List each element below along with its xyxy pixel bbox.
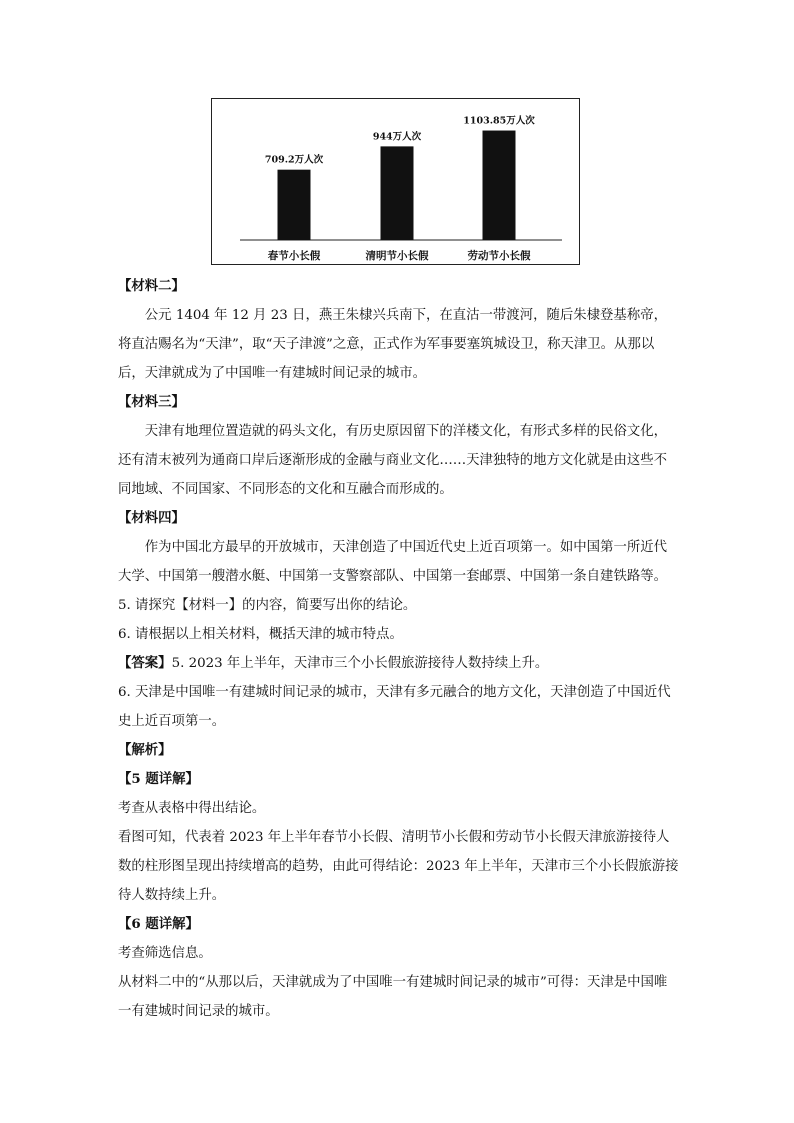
category-label-1: 清明节小长假: [365, 250, 429, 262]
category-label-0: 春节小长假: [267, 250, 321, 262]
material-4-heading: 【材料四】: [118, 510, 185, 526]
material-3-heading: 【材料三】: [118, 394, 185, 410]
bar-1: [381, 146, 414, 240]
answer-line: [118, 649, 680, 678]
q6-detail-1: 考查筛选信息。: [118, 946, 212, 961]
category-label-2: 劳动节小长假: [467, 250, 531, 262]
answer-5: 5. 2023 年上半年，天津市三个小长假旅游接待人数持续上升。: [171, 656, 549, 671]
material-4-text: 作为中国北方最早的开放城市，天津创造了中国近代史上近百项第一。如中国第一所近代大学、中国第一艘潜水艇、中国第一支警察部队、中国第一套邮票、中国第一条自建铁路等。: [118, 540, 668, 584]
q5-detail-2: 看图可知，代表着 2023 年上半年春节小长假、清明节小长假和劳动节小长假天津旅游接待人数的柱形图呈现出持续增高的趋势，由此可得结论：2023 年上半年，天津市三个小长假旅游接待人数持续上升。: [118, 830, 679, 903]
data-label-0: 709.2万人次: [264, 154, 324, 166]
material-2-text: 公元 1404 年 12 月 23 日，燕王朱棣兴兵南下，在直沽一带渡河，随后朱棣登基称帝，将直沽赐名为“天津”，取“天子津渡”之意，正式作为军事要塞筑城设卫，称天津卫。从那以后，天津就成为了中国唯一有建城时间记录的城市。: [118, 308, 667, 381]
q5-detail-heading: 【5 题详解】: [118, 771, 199, 787]
material-3-text: 天津有地理位置造就的码头文化，有历史原因留下的洋楼文化，有形式多样的民俗文化，还有清末被列为通商口岸后逐渐形成的金融与商业文化……天津独特的地方文化就是由这些不同地域、不同国家、不同形态的文化和互融合而形成的。: [118, 424, 668, 497]
q5-detail-1: 考查从表格中得出结论。: [118, 801, 266, 816]
q6-detail-heading: 【6 题详解】: [118, 916, 199, 932]
bar-chart: [211, 98, 580, 265]
answer-6: 6. 天津是中国唯一有建城时间记录的城市，天津有多元融合的地方文化，天津创造了中国近代史上近百项第一。: [118, 685, 671, 729]
question-5: 5. 请探究【材料一】的内容，简要写出你的结论。: [118, 598, 417, 613]
answer-label: 【答案】: [118, 655, 172, 671]
document-body: [118, 272, 680, 1026]
bar-2: [483, 131, 516, 240]
question-6: 6. 请根据以上相关材料，概括天津的城市特点。: [118, 627, 403, 642]
data-label-2: 1103.85万人次: [463, 115, 535, 127]
data-label-1: 944万人次: [372, 131, 422, 143]
bar-chart-svg: [212, 99, 581, 266]
analysis-heading: 【解析】: [118, 742, 172, 758]
material-2-heading: 【材料二】: [118, 278, 185, 294]
bar-0: [278, 170, 311, 240]
q6-detail-2: 从材料二中的“从那以后，天津就成为了中国唯一有建城时间记录的城市”可得：天津是中国唯一有建城时间记录的城市。: [118, 975, 668, 1019]
